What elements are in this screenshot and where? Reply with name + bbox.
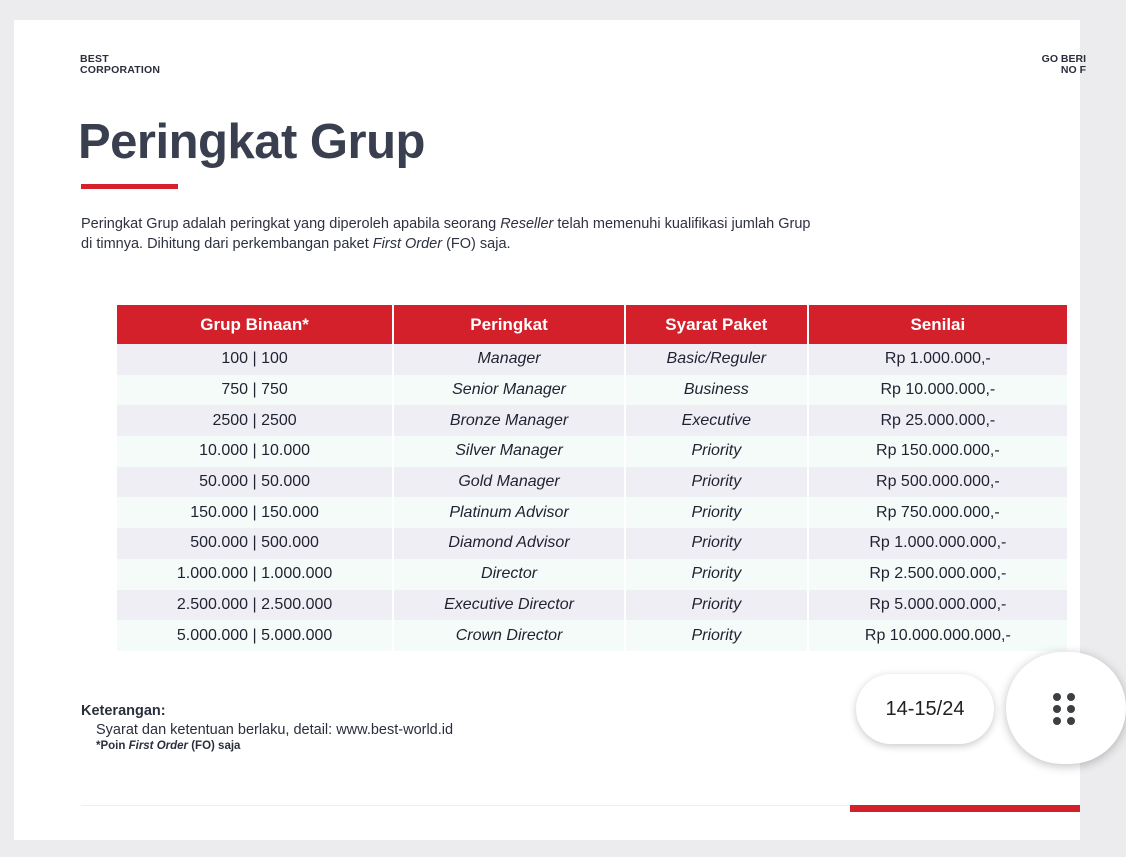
table-body <box>117 344 1067 651</box>
cell-peringkat: Director <box>394 559 624 590</box>
cell-syarat-paket: Priority <box>626 436 807 467</box>
table-row <box>117 590 1067 621</box>
cell-senilai: Rp 150.000.000,- <box>809 436 1067 467</box>
cell-syarat-paket: Priority <box>626 620 807 651</box>
cell-peringkat: Crown Director <box>394 620 624 651</box>
footer-accent-bar <box>850 805 1080 812</box>
cell-grup-binaan: 2.500.000 | 2.500.000 <box>117 590 392 621</box>
table-row <box>117 375 1067 406</box>
footnote-text-1: *Poin <box>96 740 129 752</box>
cell-grup-binaan: 10.000 | 10.000 <box>117 436 392 467</box>
intro-text-3: (FO) saja. <box>442 236 511 252</box>
cell-senilai: Rp 1.000.000.000,- <box>809 528 1067 559</box>
cell-peringkat: Diamond Advisor <box>394 528 624 559</box>
brand-line-2: CORPORATION <box>80 64 161 76</box>
cell-senilai: Rp 25.000.000,- <box>809 405 1067 436</box>
brand-tagline <box>1042 54 1086 76</box>
cell-grup-binaan: 1.000.000 | 1.000.000 <box>117 559 392 590</box>
cell-grup-binaan: 2500 | 2500 <box>117 405 392 436</box>
table-header-row <box>117 305 1067 344</box>
col-header-senilai: Senilai <box>809 305 1067 344</box>
col-header-grup-binaan: Grup Binaan* <box>117 305 392 344</box>
grid-menu-button[interactable] <box>1006 652 1126 764</box>
notes-heading: Keterangan: <box>81 703 166 719</box>
cell-senilai: Rp 2.500.000.000,- <box>809 559 1067 590</box>
cell-senilai: Rp 500.000.000,- <box>809 467 1067 498</box>
tagline-line-1: GO BERI <box>1041 53 1086 65</box>
page-title: Peringkat Grup <box>78 115 425 169</box>
title-underline <box>81 184 178 189</box>
cell-senilai: Rp 10.000.000,- <box>809 375 1067 406</box>
cell-syarat-paket: Priority <box>626 467 807 498</box>
footnote-text-2: (FO) saja <box>188 740 241 752</box>
cell-senilai: Rp 5.000.000.000,- <box>809 590 1067 621</box>
intro-text-1: Peringkat Grup adalah peringkat yang diperoleh apabila seorang <box>81 216 501 232</box>
cell-grup-binaan: 100 | 100 <box>117 344 392 375</box>
table-row <box>117 467 1067 498</box>
tagline-line-2: NO F <box>1060 64 1086 76</box>
cell-syarat-paket: Executive <box>626 405 807 436</box>
cell-peringkat: Gold Manager <box>394 467 624 498</box>
notes-footnote <box>96 740 453 752</box>
cell-senilai: Rp 1.000.000,- <box>809 344 1067 375</box>
table-row <box>117 559 1067 590</box>
col-header-peringkat: Peringkat <box>394 305 624 344</box>
cell-grup-binaan: 750 | 750 <box>117 375 392 406</box>
intro-emphasis-first-order: First Order <box>372 236 443 252</box>
footnote-emphasis: First Order <box>128 740 189 752</box>
cell-grup-binaan: 50.000 | 50.000 <box>117 467 392 498</box>
footer-divider <box>81 805 851 806</box>
notes-section <box>81 703 453 752</box>
cell-peringkat: Silver Manager <box>394 436 624 467</box>
cell-grup-binaan: 5.000.000 | 5.000.000 <box>117 620 392 651</box>
cell-peringkat: Manager <box>394 344 624 375</box>
cell-senilai: Rp 750.000.000,- <box>809 497 1067 528</box>
cell-syarat-paket: Priority <box>626 497 807 528</box>
notes-terms: Syarat dan ketentuan berlaku, detail: www.best-world.id <box>96 722 454 738</box>
cell-syarat-paket: Priority <box>626 590 807 621</box>
cell-syarat-paket: Priority <box>626 528 807 559</box>
cell-peringkat: Bronze Manager <box>394 405 624 436</box>
intro-paragraph <box>81 214 821 254</box>
intro-text-2: telah memenuhi kualifikasi jumlah Grup di timnya. Dihitung dari perkembangan paket <box>81 216 811 252</box>
intro-emphasis-reseller: Reseller <box>500 216 554 232</box>
cell-syarat-paket: Priority <box>626 559 807 590</box>
cell-peringkat: Platinum Advisor <box>394 497 624 528</box>
table-row <box>117 344 1067 375</box>
cell-senilai: Rp 10.000.000.000,- <box>809 620 1067 651</box>
grid-dots-icon <box>1053 693 1079 725</box>
cell-peringkat: Executive Director <box>394 590 624 621</box>
table-row <box>117 620 1067 651</box>
cell-syarat-paket: Business <box>626 375 807 406</box>
table-row <box>117 436 1067 467</box>
col-header-syarat-paket: Syarat Paket <box>626 305 807 344</box>
table-row <box>117 497 1067 528</box>
cell-peringkat: Senior Manager <box>394 375 624 406</box>
table-row <box>117 405 1067 436</box>
cell-grup-binaan: 150.000 | 150.000 <box>117 497 392 528</box>
page-indicator[interactable]: 14-15/24 <box>856 674 994 744</box>
cell-grup-binaan: 500.000 | 500.000 <box>117 528 392 559</box>
cell-syarat-paket: Basic/Reguler <box>626 344 807 375</box>
rank-table <box>115 305 1069 651</box>
brand-line-1: BEST <box>80 53 109 65</box>
table-row <box>117 528 1067 559</box>
brand-logo <box>80 54 160 76</box>
